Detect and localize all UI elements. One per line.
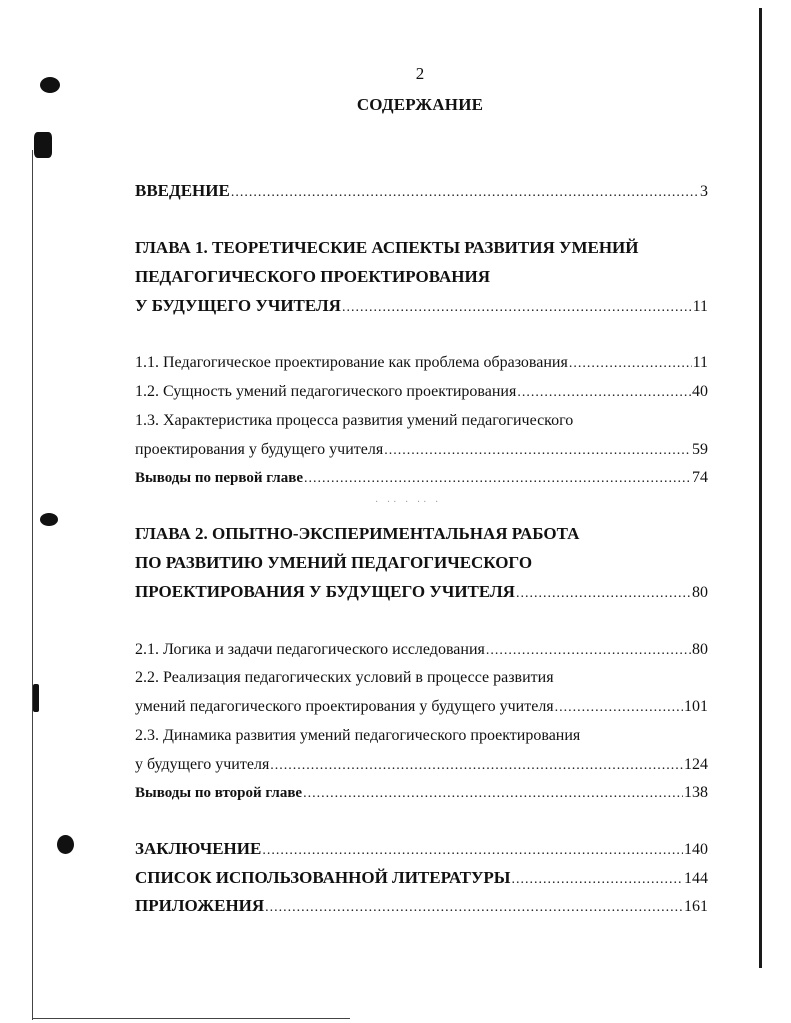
toc-page-number: 80 xyxy=(692,584,708,601)
scan-noise: · ·· · ·· · xyxy=(375,497,442,508)
chapter-title-line: ГЛАВА 2. ОПЫТНО-ЭКСПЕРИМЕНТАЛЬНАЯ РАБОТА xyxy=(135,524,580,543)
toc-entry-label: 1.1. Педагогическое проектирование как проблема образования xyxy=(135,354,568,371)
toc-section-2-3[interactable] xyxy=(135,726,708,776)
toc-leader-dots xyxy=(265,898,683,918)
toc-page-number: 124 xyxy=(684,756,708,773)
toc-leader-dots xyxy=(516,584,691,604)
toc-leader-dots xyxy=(512,870,684,890)
toc-page-number: 11 xyxy=(692,298,708,315)
chapter-title-line: ПРОЕКТИРОВАНИЯ У БУДУЩЕГО УЧИТЕЛЯ xyxy=(135,582,515,601)
toc-leader-dots xyxy=(569,354,692,374)
toc-entry-label: ЗАКЛЮЧЕНИЕ xyxy=(135,839,262,858)
toc-section-2-2[interactable] xyxy=(135,668,708,718)
toc-conclusions-1[interactable] xyxy=(135,468,708,489)
toc-leader-dots xyxy=(262,841,683,861)
toc-leader-dots xyxy=(555,698,683,718)
toc-leader-dots xyxy=(270,756,683,776)
toc-leader-dots xyxy=(231,183,699,203)
toc-page-number: 161 xyxy=(684,898,708,915)
chapter-title-line: ГЛАВА 1. ТЕОРЕТИЧЕСКИЕ АСПЕКТЫ РАЗВИТИЯ УМЕНИЙ xyxy=(135,238,639,257)
toc-entry-label: 2.3. Динамика развития умений педагогического проектирования xyxy=(135,727,581,744)
scan-blot xyxy=(33,684,39,712)
toc-entry-label: у будущего учителя xyxy=(135,756,270,773)
toc-page-number: 3 xyxy=(700,183,708,200)
toc-entry-label: проектирования у будущего учителя xyxy=(135,441,384,458)
toc-entry-references[interactable] xyxy=(135,868,708,890)
toc-section-1-2[interactable] xyxy=(135,382,708,403)
toc-entry-label: 1.2. Сущность умений педагогического проектирования xyxy=(135,383,517,400)
toc-page-number: 74 xyxy=(692,469,708,486)
page-title: СОДЕРЖАНИЕ xyxy=(356,95,484,114)
toc-page-number: 101 xyxy=(684,698,708,715)
toc-leader-dots xyxy=(486,641,691,661)
toc-page-number: 80 xyxy=(692,641,708,658)
toc-page-number: 40 xyxy=(692,383,708,400)
toc-entry-conclusion[interactable] xyxy=(135,839,708,861)
scan-blot xyxy=(40,513,58,526)
toc-entry-label: 2.1. Логика и задачи педагогического исследования xyxy=(135,641,485,658)
toc-entry-label: Выводы по второй главе xyxy=(135,785,303,801)
toc-page-number: 11 xyxy=(692,354,708,371)
toc-page-number: 138 xyxy=(684,784,708,801)
toc-page-number: 144 xyxy=(684,870,708,887)
scan-border-bottom xyxy=(32,1018,350,1019)
scan-blot xyxy=(34,132,52,158)
page-number: 2 xyxy=(415,64,425,83)
toc-page-number: 59 xyxy=(692,441,708,458)
toc-entry-label: Выводы по первой главе xyxy=(135,470,303,486)
toc-chapter-1[interactable] xyxy=(135,238,708,318)
toc-section-1-3[interactable] xyxy=(135,411,708,461)
toc-section-1-1[interactable] xyxy=(135,353,708,374)
scan-border-left xyxy=(32,150,33,1020)
toc-leader-dots xyxy=(303,784,683,804)
toc-entry-label: ПРИЛОЖЕНИЯ xyxy=(135,896,265,915)
toc-entry-label: умений педагогического проектирования у будущего учителя xyxy=(135,698,554,715)
chapter-title-line: У БУДУЩЕГО УЧИТЕЛЯ xyxy=(135,296,341,315)
toc-entry-label: 2.2. Реализация педагогических условий в процессе развития xyxy=(135,669,554,686)
chapter-title-line: ПЕДАГОГИЧЕСКОГО ПРОЕКТИРОВАНИЯ xyxy=(135,267,491,286)
scan-border-right xyxy=(759,8,762,968)
toc-entry-appendices[interactable] xyxy=(135,896,708,918)
toc-page-number: 140 xyxy=(684,841,708,858)
toc-entry-label: 1.3. Характеристика процесса развития умений педагогического xyxy=(135,412,574,429)
toc-chapter-2[interactable] xyxy=(135,524,708,604)
toc-conclusions-2[interactable] xyxy=(135,783,708,804)
toc-leader-dots xyxy=(384,441,691,461)
toc-leader-dots xyxy=(517,383,691,403)
toc-entry-label: ВВЕДЕНИЕ xyxy=(135,181,230,200)
toc-entry-intro[interactable] xyxy=(135,181,708,203)
scan-blot xyxy=(57,835,74,854)
toc-leader-dots xyxy=(342,298,692,318)
toc-leader-dots xyxy=(304,469,691,489)
chapter-title-line: ПО РАЗВИТИЮ УМЕНИЙ ПЕДАГОГИЧЕСКОГО xyxy=(135,553,533,572)
toc-section-2-1[interactable] xyxy=(135,640,708,661)
toc-entry-label: СПИСОК ИСПОЛЬЗОВАННОЙ ЛИТЕРАТУРЫ xyxy=(135,868,511,887)
